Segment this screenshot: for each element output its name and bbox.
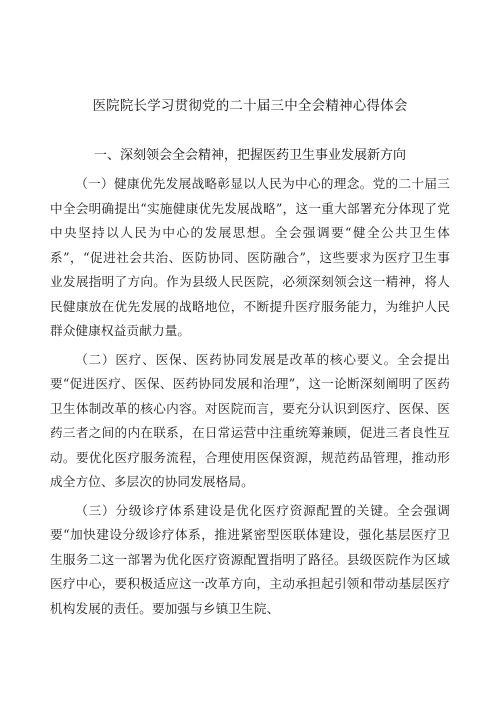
body-paragraph-3: （三）分级诊疗体系建设是优化医疗资源配置的关键。全会强调要“加快建设分级诊疗体系，推进紧密型医联体建设，强化基层医疗卫生服务二这一部署为优化医疗资源配置指明了路径。县级医院作为区域医疗中心，要积极适应这一改革方向，主动承担起引领和带动基层医疗机构发展的责任。要加强与乡镇卫生院、 — [50, 502, 450, 616]
body-paragraph-2: （二）医疗、医保、医药协同发展是改革的核心要义。全会提出要“促进医疗、医保、医药协同发展和治理”，这一论断深刻阐明了医药卫生体制改革的核心内容。对医院而言，要充分认识到医疗、医保、医药三者之间的内在联系，在日常运营中注重统筹兼顾，促进三者良性互动。要优化医疗服务流程，合理使用医保资源，规范药品管理，推动形成全方位、多层次的协同发展格局。 — [50, 351, 450, 489]
section-heading: 一、深刻领会全会精神，把握医药卫生事业发展新方向 — [93, 148, 406, 163]
body-paragraph-1: （一）健康优先发展战略彰显以人民为中心的理念。党的二十届三中全会明确提出“实施健康优先发展战略”，这一重大部署充分体现了党中央坚持以人民为中心的发展思想。全会强调要“健全公共卫生体系”，“促进社会共治、医防协同、医防融合”，这些要求为医疗卫生事业发展指明了方向。作为县级人民医院，必须深刻领会这一精神，将人民健康放在优先发展的战略地位，不断提升医疗服务能力，为维护人民群众健康权益贡献力量。 — [50, 176, 450, 338]
document-title: 医院院长学习贯彻党的二十届三中全会精神心得体会 — [92, 98, 408, 114]
